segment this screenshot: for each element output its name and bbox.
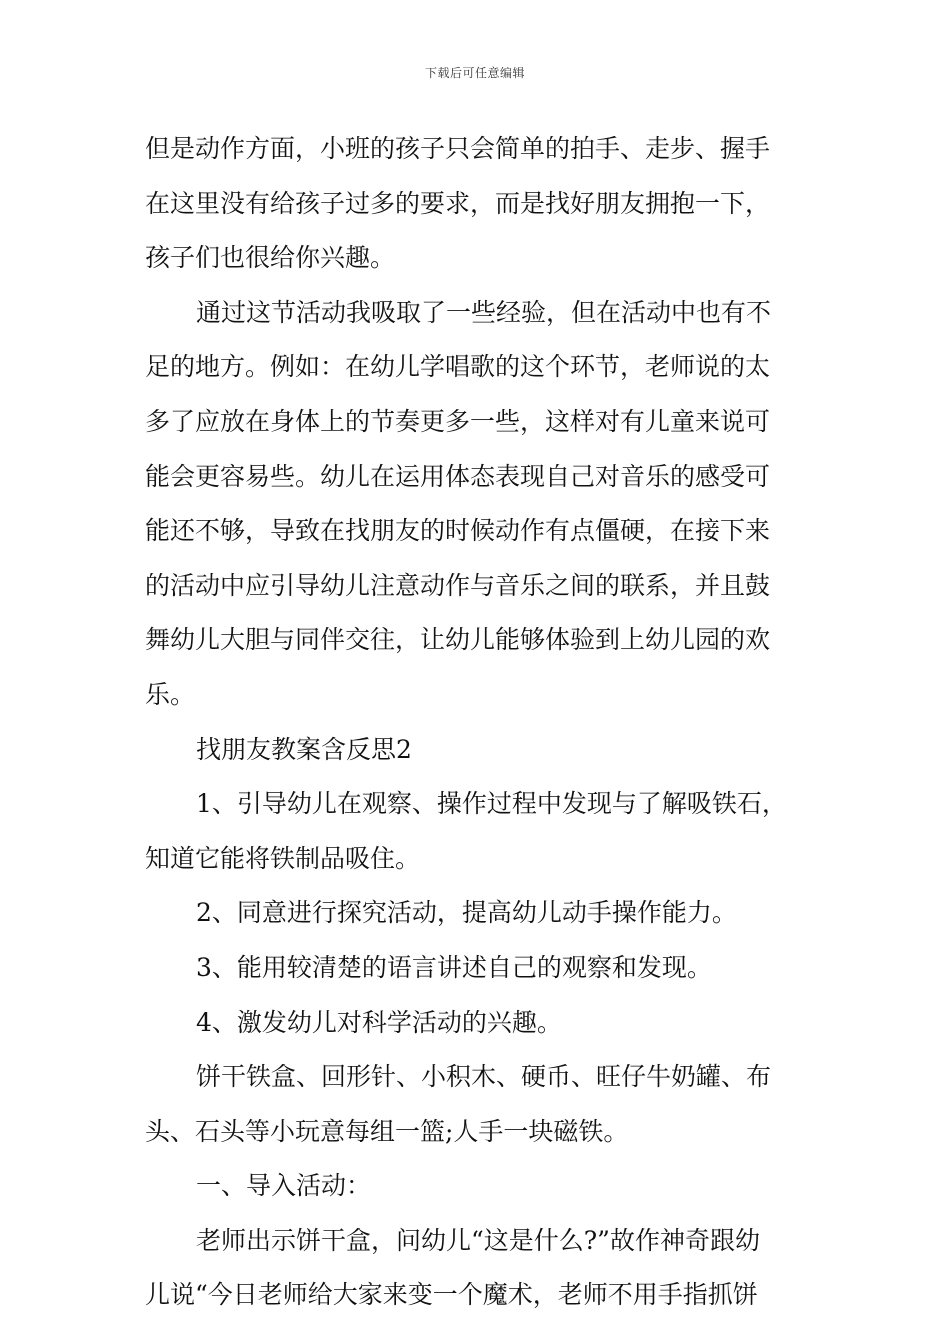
text-line: 儿说“今日老师给大家来变一个魔术，老师不用手指抓饼 [145,1280,758,1310]
text-line: 的活动中应引导幼儿注意动作与音乐之间的联系，并且鼓 [145,570,771,600]
activity-step-heading: 一、导入活动： [196,1171,372,1201]
section-heading: 找朋友教案含反思2 [196,734,412,764]
text-line: 知道它能将铁制品吸住。 [145,843,421,873]
text-line: 但是动作方面，小班的孩子只会简单的拍手、走步、握手 [145,134,771,163]
objective-item-1: 1、引导幼儿在观察、操作过程中发现与了解吸铁石， [196,789,787,819]
page-header-note: 下载后可任意编辑 [424,66,525,80]
text-line: 能还不够，导致在找朋友的时候动作有点僵硬，在接下来 [145,516,771,546]
text-line: 舞幼儿大胆与同伴交往，让幼儿能够体验到上幼儿园的欢 [145,625,771,655]
paragraph-first-line: 老师出示饼干盒，问幼儿“这是什么?”故作神奇跟幼 [196,1225,760,1255]
materials-paragraph: 饼干铁盒、回形针、小积木、硬币、旺仔牛奶罐、布 [196,1062,772,1092]
text-line: 足的地方。例如：在幼儿学唱歌的这个环节，老师说的太 [145,352,771,382]
objective-item-2: 2、同意进行探究活动，提高幼儿动手操作能力。 [196,898,737,928]
text-line: 在这里没有给孩子过多的要求，而是找好朋友拥抱一下， [145,188,771,218]
text-line: 乐。 [145,679,196,709]
text-line: 多了应放在身体上的节奏更多一些，这样对有儿童来说可 [145,406,771,436]
body-text [145,122,810,1323]
text-line: 头、石头等小玩意每组一篮;人手一块磁铁。 [145,1116,629,1146]
text-line: 能会更容易些。幼儿在运用体态表现自己对音乐的感受可 [145,461,771,491]
objective-item-4: 4、激发幼儿对科学活动的兴趣。 [196,1007,562,1037]
paragraph-first-line: 通过这节活动我吸取了一些经验，但在活动中也有不 [196,297,772,327]
text-line: 孩子们也很给你兴趣。 [145,243,396,273]
objective-item-3: 3、能用较清楚的语言讲述自己的观察和发现。 [196,952,712,982]
